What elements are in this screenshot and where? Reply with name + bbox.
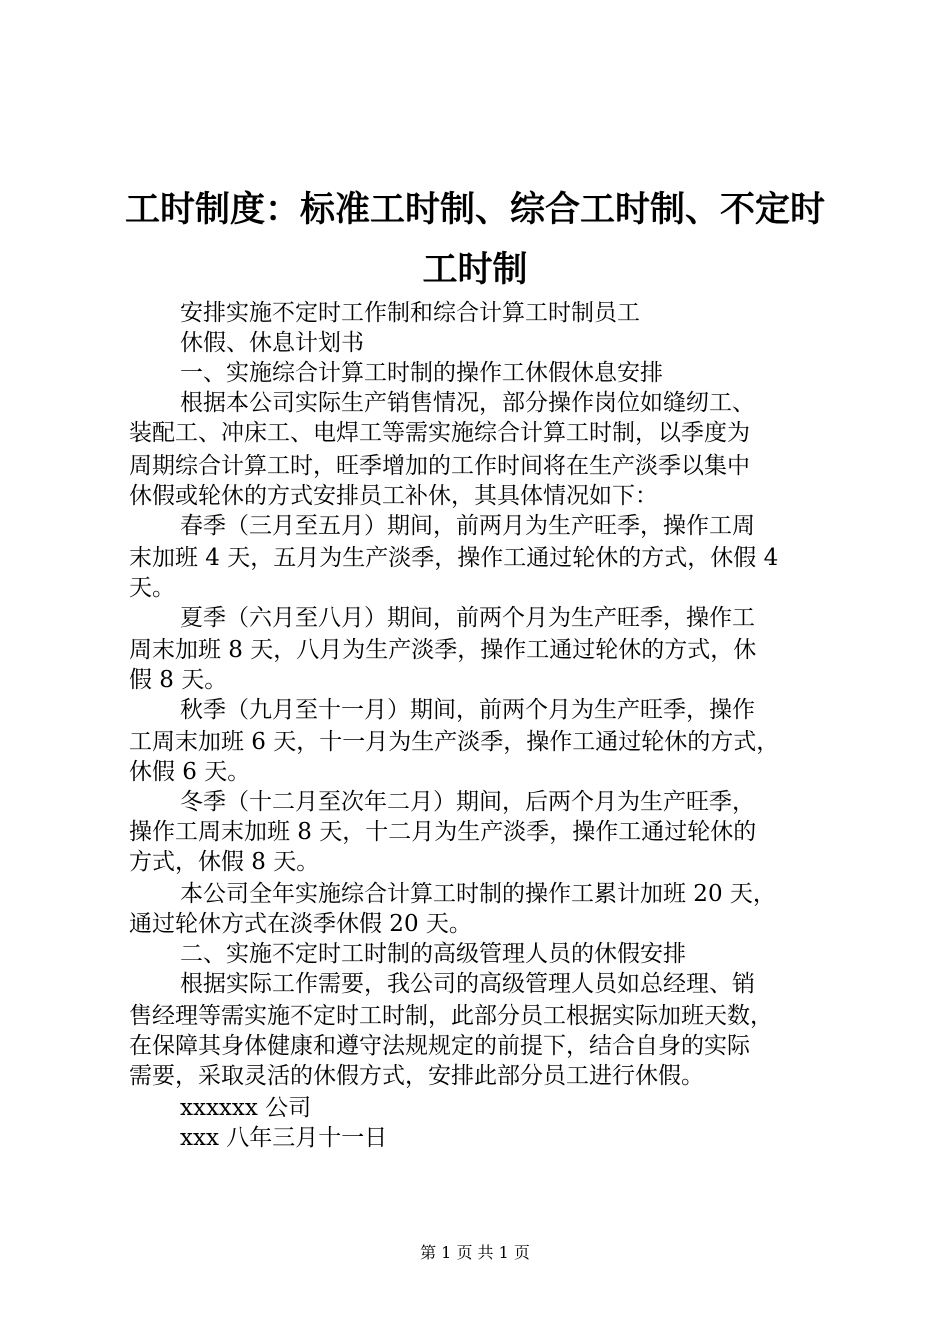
paragraph-line: 售经理等需实施不定时工时制，此部分员工根据实际加班天数， <box>129 1003 773 1029</box>
paragraph-line: 冬季（十二月至次年二月）期间，后两个月为生产旺季， <box>180 789 755 815</box>
section-heading: 二、实施不定时工时制的高级管理人员的休假安排 <box>180 941 686 967</box>
paragraph-line: 操作工周末加班 8 天，十二月为生产淡季，操作工通过轮休的 <box>129 819 757 845</box>
paragraph-line: 假 8 天。 <box>129 667 228 693</box>
paragraph-line: 周末加班 8 天，八月为生产淡季，操作工通过轮休的方式，休 <box>129 637 757 663</box>
document-title-line-2: 工时制 <box>422 250 528 290</box>
paragraph-line: 夏季（六月至八月）期间，前两个月为生产旺季，操作工 <box>180 605 755 631</box>
subtitle-line: 休假、休息计划书 <box>180 330 364 356</box>
paragraph-line: 工周末加班 6 天，十一月为生产淡季，操作工通过轮休的方式， <box>129 729 780 755</box>
paragraph-line: 方式，休假 8 天。 <box>129 849 320 875</box>
page-footer: 第 1 页 共 1 页 <box>420 1243 530 1262</box>
subtitle-line: 安排实施不定时工作制和综合计算工时制员工 <box>180 300 640 326</box>
paragraph-line: 休假或轮休的方式安排员工补休，其具体情况如下： <box>129 483 658 509</box>
paragraph-line: 休假 6 天。 <box>129 759 251 785</box>
paragraph-line: 需要，采取灵活的休假方式，安排此部分员工进行休假。 <box>129 1063 704 1089</box>
paragraph-line: 装配工、冲床工、电焊工等需实施综合计算工时制，以季度为 <box>129 420 750 446</box>
section-heading: 一、实施综合计算工时制的操作工休假休息安排 <box>180 360 663 386</box>
paragraph-line: 春季（三月至五月）期间，前两月为生产旺季，操作工周 <box>180 513 755 539</box>
paragraph-line: 在保障其身体健康和遵守法规规定的前提下，结合自身的实际 <box>129 1033 750 1059</box>
signature-date: xxx 八年三月十一日 <box>180 1125 388 1151</box>
paragraph-line: 通过轮休方式在淡季休假 20 天。 <box>129 911 472 937</box>
paragraph-line: 本公司全年实施综合计算工时制的操作工累计加班 20 天， <box>180 881 776 907</box>
document-title-line-1: 工时制度：标准工时制、综合工时制、不定时 <box>124 190 825 230</box>
paragraph-line: 根据实际工作需要，我公司的高级管理人员如总经理、销 <box>180 971 755 997</box>
signature-company: xxxxxx 公司 <box>180 1095 312 1121</box>
paragraph-line: 天。 <box>129 575 175 601</box>
paragraph-line: 根据本公司实际生产销售情况，部分操作岗位如缝纫工、 <box>180 390 755 416</box>
paragraph-line: 秋季（九月至十一月）期间，前两个月为生产旺季，操作 <box>180 697 755 723</box>
paragraph-line: 周期综合计算工时，旺季增加的工作时间将在生产淡季以集中 <box>129 453 750 479</box>
paragraph-line: 末加班 4 天，五月为生产淡季，操作工通过轮休的方式，休假 4 <box>129 545 779 571</box>
